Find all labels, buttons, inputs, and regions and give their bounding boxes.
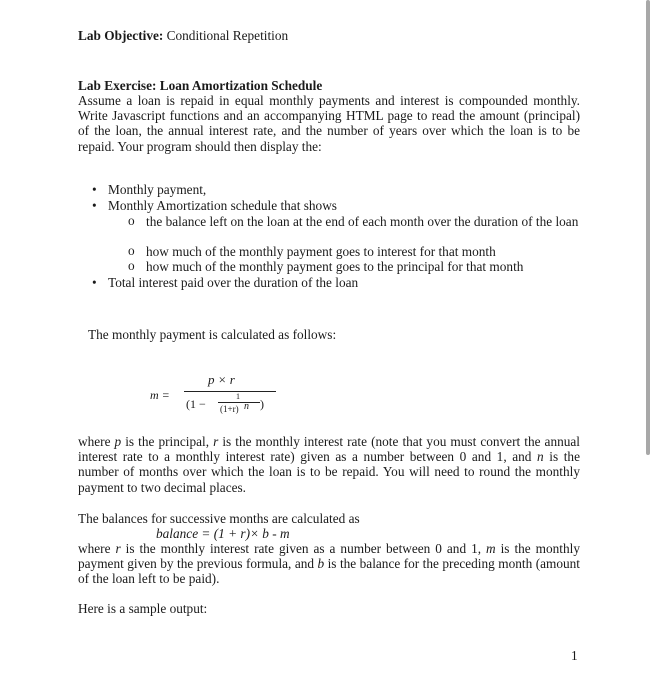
formula-numerator: p × r [208, 372, 235, 387]
text: is the monthly payment given by the previous formula, and [78, 541, 580, 572]
balance-formula: balance = (1 + r)× b - m [156, 526, 290, 541]
sub-bullet-text: how much of the monthly payment goes to interest for that month [146, 244, 496, 259]
balance-description [78, 541, 580, 587]
scrollbar[interactable] [646, 0, 650, 455]
exercise-title-text: Lab Exercise: Loan Amortization Schedule [78, 78, 323, 93]
exercise-intro: Assume a loan is repaid in equal monthly payments and interest is compounded monthly. Write Javascript functions and an accompanying HTML page to read the amount (principal) of the loan, the annual interest rate, and the number of years over which the loan is to be repaid. Your program should then display the: [78, 93, 580, 154]
bullet-text: Total interest paid over the duration of the loan [108, 275, 359, 290]
var-b: b [317, 556, 325, 572]
text: is the monthly interest rate given as a number between 0 and 1, [120, 541, 487, 556]
bullet-text: Monthly payment, [108, 182, 207, 197]
lab-objective [78, 28, 580, 43]
text: is the balance for the preceding month (amount of the loan left to be paid). [78, 556, 581, 587]
formula-inner-denominator: (1+r) [220, 404, 239, 414]
inner-fraction-bar [218, 402, 260, 403]
formula-inner-numerator: 1 [236, 392, 240, 401]
var-p: p [114, 434, 122, 449]
text: is the principal, [121, 434, 214, 449]
formula-description [78, 434, 580, 495]
objective-label: Lab Objective: [78, 28, 164, 43]
balance-intro: The balances for successive months are calculated as [78, 511, 360, 526]
formula-lhs: m = [150, 388, 170, 402]
var-r: r [213, 434, 219, 449]
monthly-payment-formula [150, 372, 290, 422]
formula-exponent: n [244, 401, 249, 412]
formula-close: ) [260, 397, 264, 411]
page-number: 1 [571, 648, 578, 663]
sub-bullet-text: the balance left on the loan at the end of each month over the duration of the loan [146, 214, 579, 229]
sample-output-label: Here is a sample output: [78, 601, 208, 616]
bullet-text: Monthly Amortization schedule that shows [108, 198, 337, 213]
text: is the number of months over which the loan is to be repaid. You will need to round the monthly payment to two decimal places. [78, 449, 580, 495]
var-m: m [486, 541, 496, 556]
var-r: r [115, 541, 121, 556]
text: is the monthly interest rate (note that you must convert the annual interest rate to a monthly interest rate) given as a number between 0 and 1, and [78, 434, 580, 465]
sub-bullet-text: how much of the monthly payment goes to the principal for that month [146, 259, 524, 274]
var-n: n [537, 449, 544, 465]
objective-text: Conditional Repetition [166, 28, 289, 43]
payment-intro: The monthly payment is calculated as follows: [88, 327, 337, 342]
fraction-bar [184, 391, 276, 392]
exercise-title [78, 78, 580, 93]
text: where [78, 541, 116, 556]
formula-open: (1 − [186, 397, 206, 411]
text: where [78, 434, 115, 449]
